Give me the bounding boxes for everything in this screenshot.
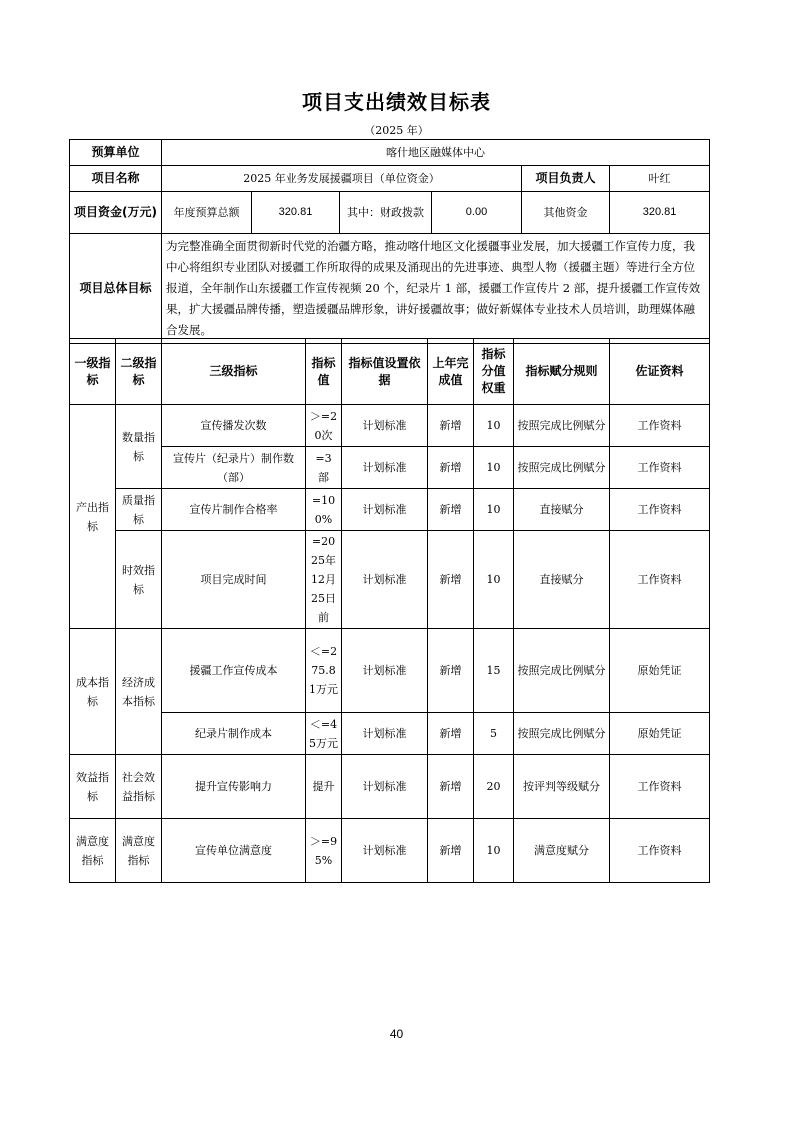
header-table <box>69 139 710 344</box>
evidence-cell: 原始凭证 <box>610 713 710 755</box>
annual-total-value: 320.81 <box>252 192 340 234</box>
weight-cell: 5 <box>474 713 514 755</box>
value-cell: =100% <box>306 489 342 531</box>
group-timeliness: 时效指标 <box>116 531 162 629</box>
basis-cell: 计划标准 <box>342 629 428 713</box>
group-output: 产出指标 <box>70 405 116 629</box>
header-rule: 指标赋分规则 <box>514 339 610 405</box>
budget-unit-value: 喀什地区融媒体中心 <box>162 140 710 166</box>
weight-cell: 20 <box>474 755 514 819</box>
rule-cell: 满意度赋分 <box>514 819 610 883</box>
l3-cell: 宣传片（纪录片）制作数（部） <box>162 447 306 489</box>
rule-cell: 按照完成比例赋分 <box>514 405 610 447</box>
l3-cell: 宣传播发次数 <box>162 405 306 447</box>
group-satisfaction: 满意度指标 <box>70 819 116 883</box>
fiscal-value: 0.00 <box>432 192 522 234</box>
header-level2: 二级指标 <box>116 339 162 405</box>
evidence-cell: 工作资料 <box>610 489 710 531</box>
group-economic-cost: 经济成本指标 <box>116 629 162 755</box>
group-quantity: 数量指标 <box>116 405 162 489</box>
table-row <box>70 531 710 629</box>
weight-cell: 15 <box>474 629 514 713</box>
table-row <box>70 819 710 883</box>
basis-cell: 计划标准 <box>342 447 428 489</box>
l3-cell: 宣传片制作合格率 <box>162 489 306 531</box>
annual-total-label: 年度预算总额 <box>162 192 252 234</box>
last-cell: 新增 <box>428 713 474 755</box>
table-row <box>70 447 710 489</box>
weight-cell: 10 <box>474 531 514 629</box>
header-level3: 三级指标 <box>162 339 306 405</box>
header-basis: 指标值设置依据 <box>342 339 428 405</box>
group-quality: 质量指标 <box>116 489 162 531</box>
project-name-row <box>70 166 710 192</box>
l3-cell: 提升宣传影响力 <box>162 755 306 819</box>
project-name-value: 2025 年业务发展援疆项目（单位资金） <box>162 166 522 192</box>
basis-cell: 计划标准 <box>342 531 428 629</box>
indicator-header-row <box>70 339 710 405</box>
evidence-cell: 工作资料 <box>610 755 710 819</box>
l3-cell: 项目完成时间 <box>162 531 306 629</box>
table-row <box>70 713 710 755</box>
basis-cell: 计划标准 <box>342 405 428 447</box>
value-cell: =3 部 <box>306 447 342 489</box>
budget-unit-row <box>70 140 710 166</box>
responsible-value: 叶红 <box>610 166 710 192</box>
group-cost: 成本指标 <box>70 629 116 755</box>
last-cell: 新增 <box>428 755 474 819</box>
value-cell: ＞=20次 <box>306 405 342 447</box>
project-name-label: 项目名称 <box>70 166 162 192</box>
rule-cell: 按评判等级赋分 <box>514 755 610 819</box>
evidence-cell: 工作资料 <box>610 447 710 489</box>
rule-cell: 按照完成比例赋分 <box>514 713 610 755</box>
basis-cell: 计划标准 <box>342 819 428 883</box>
year-label: （2025 年） <box>364 124 429 137</box>
last-cell: 新增 <box>428 447 474 489</box>
value-cell: ＜=275.81万元 <box>306 629 342 713</box>
l3-cell: 援疆工作宣传成本 <box>162 629 306 713</box>
table-row <box>70 405 710 447</box>
header-last-year: 上年完成值 <box>428 339 474 405</box>
table-row <box>70 755 710 819</box>
value-cell: 提升 <box>306 755 342 819</box>
page-number: 40 <box>389 1027 404 1041</box>
value-cell: ＜=45万元 <box>306 713 342 755</box>
budget-unit-label: 预算单位 <box>70 140 162 166</box>
fiscal-label: 其中：财政拨款 <box>340 192 432 234</box>
goal-text: 为完整准确全面贯彻新时代党的治疆方略，推动喀什地区文化援疆事业发展，加大援疆工作宣传力度，我中心将组织专业团队对援疆工作所取得的成果及涌现出的先进事迹、典型人物（援疆主题）等进行全方位报道，全年制作山东援疆工作宣传视频 20 个，纪录片 1 部，援疆工作宣传片 2 部，提升援疆工作宣传效果，扩大援疆品牌传播，塑造援疆品牌形象，讲好援疆故事；做好新媒体专业技术人员培训，助理媒体融合发展。 <box>162 234 710 344</box>
rule-cell: 按照完成比例赋分 <box>514 447 610 489</box>
other-funds-label: 其他资金 <box>522 192 610 234</box>
evidence-cell: 工作资料 <box>610 405 710 447</box>
value-cell: =2025年12月25日前 <box>306 531 342 629</box>
page-title: 项目支出绩效目标表 <box>302 90 491 114</box>
responsible-label: 项目负责人 <box>522 166 610 192</box>
weight-cell: 10 <box>474 447 514 489</box>
weight-cell: 10 <box>474 405 514 447</box>
value-cell: ＞=95% <box>306 819 342 883</box>
header-level1: 一级指标 <box>70 339 116 405</box>
evidence-cell: 工作资料 <box>610 819 710 883</box>
rule-cell: 按照完成比例赋分 <box>514 629 610 713</box>
l3-cell: 纪录片制作成本 <box>162 713 306 755</box>
weight-cell: 10 <box>474 819 514 883</box>
last-cell: 新增 <box>428 531 474 629</box>
other-funds-value: 320.81 <box>610 192 710 234</box>
funds-row <box>70 192 710 234</box>
basis-cell: 计划标准 <box>342 489 428 531</box>
header-weight: 指标分值权重 <box>474 339 514 405</box>
evidence-cell: 工作资料 <box>610 531 710 629</box>
group-satisfaction-l2: 满意度指标 <box>116 819 162 883</box>
basis-cell: 计划标准 <box>342 755 428 819</box>
funds-label: 项目资金(万元) <box>70 192 162 234</box>
group-social-benefit: 社会效益指标 <box>116 755 162 819</box>
indicator-table <box>69 338 710 883</box>
last-cell: 新增 <box>428 405 474 447</box>
group-benefit: 效益指标 <box>70 755 116 819</box>
last-cell: 新增 <box>428 629 474 713</box>
weight-cell: 10 <box>474 489 514 531</box>
last-cell: 新增 <box>428 489 474 531</box>
l3-cell: 宣传单位满意度 <box>162 819 306 883</box>
header-evidence: 佐证资料 <box>610 339 710 405</box>
table-row <box>70 489 710 531</box>
rule-cell: 直接赋分 <box>514 489 610 531</box>
goal-row <box>70 234 710 344</box>
evidence-cell: 原始凭证 <box>610 629 710 713</box>
goal-label: 项目总体目标 <box>70 234 162 344</box>
header-value: 指标值 <box>306 339 342 405</box>
table-row <box>70 629 710 713</box>
basis-cell: 计划标准 <box>342 713 428 755</box>
rule-cell: 直接赋分 <box>514 531 610 629</box>
last-cell: 新增 <box>428 819 474 883</box>
